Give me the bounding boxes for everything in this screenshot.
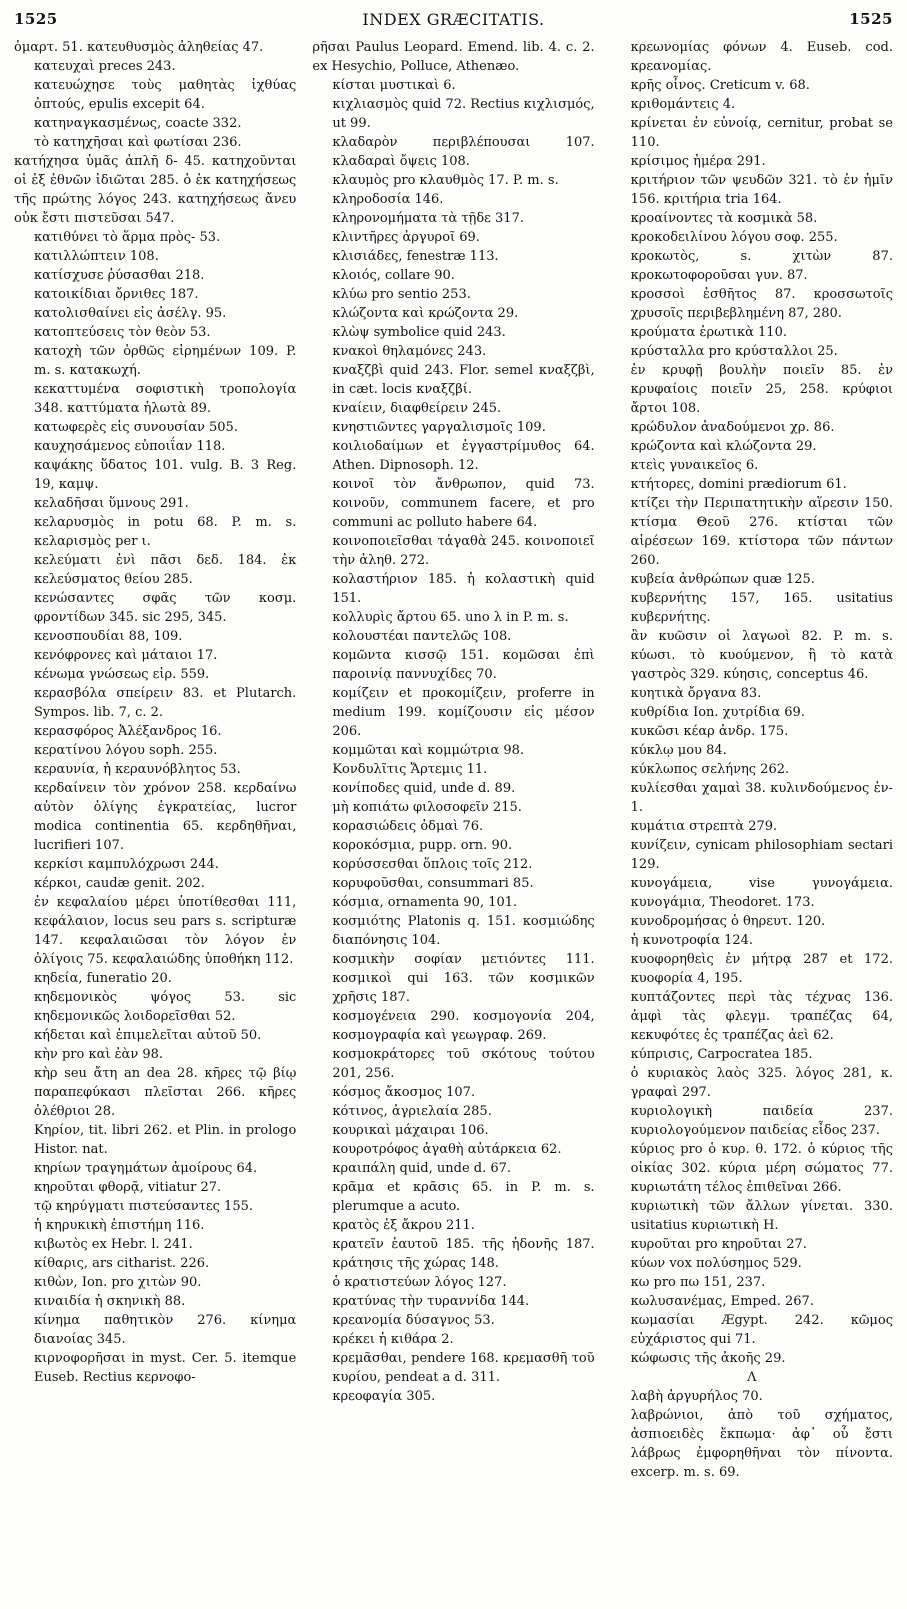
index-entry: κεκαττυμένα σοφιστικὴ τροπολογία 348. καττύματα ἡλωτὰ 89. bbox=[34, 382, 297, 416]
index-entry: κίθαρις, ars citharist. 226. bbox=[34, 1256, 210, 1271]
index-entry: κορασιώδεις ὀδμαὶ 76. bbox=[332, 819, 484, 834]
page-header bbox=[14, 10, 893, 32]
index-entry: κιναιδία ἡ σκηνικὴ 88. bbox=[34, 1294, 186, 1309]
index-entry: κορυφοῦσθαι, consummari 85. bbox=[332, 876, 534, 891]
index-entry: κυπτάζοντες περὶ τὰς τέχνας 136. ἀμφὶ τὰς φλεγμ. τραπέζας 64, κεκυφότες ἐς τραπέζας ἀεὶ 62. bbox=[630, 990, 893, 1043]
index-entry: κρεμᾶσθαι, pendere 168. κρεμασθῆ τοῦ κυρίου, pendeat a d. 311. bbox=[332, 1351, 595, 1385]
index-entry: κίσται μυστικαὶ 6. bbox=[332, 78, 456, 93]
index-entry: κομῶντα κισσῷ 151. κομῶσαι ἐπὶ παροινίᾳ παννυχίδες 70. bbox=[332, 648, 595, 682]
index-entry: κοινοῖ τὸν ἄνθρωπον, quid 73. κοινοῦν, communem facere, et pro communi ac polluto habere 64. bbox=[332, 477, 595, 530]
index-entry: κλώζοντα καὶ κρώζοντα 29. bbox=[332, 306, 519, 321]
index-entry: ἐν κρυφῇ βουλὴν ποιεῖν 85. ἐν κρυφαίοις ποιεῖν 25, 258. κρύφιοι ἄρτοι 108. bbox=[630, 363, 893, 416]
index-entry: κολλυρὶς ἄρτου 65. uno λ in P. m. s. bbox=[332, 610, 569, 625]
index-entry: κατιλλώπτειν 108. bbox=[34, 249, 159, 264]
page-number-left: 1525 bbox=[14, 10, 58, 28]
index-entry: κληροδοσία 146. bbox=[332, 192, 444, 207]
index-entry: κοσμογένεια 290. κοσμογονία 204, κοσμογραφία καὶ γεωγραφ. 269. bbox=[332, 1009, 595, 1043]
index-entry: κρεανομία δύσαγνος 53. bbox=[332, 1313, 495, 1328]
index-entry: κλὼψ symbolice quid 243. bbox=[332, 325, 506, 340]
index-entry: κατοχὴ τῶν ὀρθῶς εἰρημένων 109. P. m. s. κατακωχή. bbox=[34, 344, 297, 378]
index-entry: κοσμικὴν σοφίαν μετιόντες 111. κοσμικοὶ qui 163. τῶν κοσμικῶν χρῆσις 187. bbox=[332, 952, 595, 1005]
index-entry: κολαστήριον 185. ἡ κολαστικὴ quid 151. bbox=[332, 572, 595, 606]
index-entry: κὴρ seu ἄτη an dea 28. κῆρες τῷ βίῳ παραπεφύκασι πλεῖσται 266. κῆρες ὀλέθριοι 28. bbox=[34, 1066, 297, 1119]
index-entry: κερατίνου λόγου soph. 255. bbox=[34, 743, 218, 758]
index-entry: κρώζοντα καὶ κλώζοντα 29. bbox=[630, 439, 817, 454]
index-entry: κατολισθαίνει εἰς ἀσέλγ. 95. bbox=[34, 306, 227, 321]
index-column-middle bbox=[312, 38, 594, 1482]
index-entry: κουρικαὶ μάχαιραι 106. bbox=[332, 1123, 489, 1138]
index-entry: κύκλωπος σελήνης 262. bbox=[630, 762, 790, 777]
index-entry: κοιλιοδαίμων et ἐγγαστρίμυθος 64. Athen. Dipnosoph. 12. bbox=[332, 439, 595, 473]
index-entry: κρίνεται ἐν εὐνοίᾳ, cernitur, probat se 110. bbox=[630, 116, 893, 150]
index-entry: κηρίων τραγημάτων ἀμοίρους 64. bbox=[34, 1161, 258, 1176]
index-entry: ἐν κεφαλαίου μέρει ὑποτίθεσθαι 111, κεφάλαιον, locus seu pars s. scripturæ 147. κεφαλαιῶσαι τὸν λόγον ἐν ὀλίγοις 75. κεφαλαιώδης ὑποθήκη 112. bbox=[34, 895, 297, 967]
index-entry: κλοιός, collare 90. bbox=[332, 268, 455, 283]
index-entry: κρατεῖν ἑαυτοῦ 185. τῆς ἡδονῆς 187. κράτησις τῆς χώρας 148. bbox=[332, 1237, 595, 1271]
index-entry: κώφωσις τῆς ἀκοῆς 29. bbox=[630, 1351, 786, 1366]
index-entry: κερασφόρος Ἀλέξανδρος 16. bbox=[34, 724, 222, 739]
index-entry: κόσμια, ornamenta 90, 101. bbox=[332, 895, 518, 910]
index-entry: κιρνοφορῆσαι in myst. Cer. 5. itemque Euseb. Rectius κερνοφο- bbox=[34, 1351, 297, 1385]
index-entry: κλύω pro sentio 253. bbox=[332, 287, 471, 302]
index-entry: κυητικὰ ὄργανα 83. bbox=[630, 686, 762, 701]
index-entry: κερασβόλα σπείρειν 83. et Plutarch. Sympos. lib. 7, c. 2. bbox=[34, 686, 297, 720]
index-entry: ἡ κηρυκικὴ ἐπιστήμη 116. bbox=[34, 1218, 205, 1233]
index-entry: κραιπάλη quid, unde d. 67. bbox=[332, 1161, 512, 1176]
index-entry: κυροῦται pro κηροῦται 27. bbox=[630, 1237, 807, 1252]
index-entry: ἡ κυνοτροφία 124. bbox=[630, 933, 754, 948]
index-entry: κλισιάδες, fenestræ 113. bbox=[332, 249, 499, 264]
index-entry: κὴν pro καὶ ἐὰν 98. bbox=[34, 1047, 164, 1062]
index-entry: ὁ κυριακὸς λαὸς 325. λόγος 281, κ. γραφαὶ 297. bbox=[630, 1066, 893, 1100]
index-entry: κύων vox πολύσημος 529. bbox=[630, 1256, 802, 1271]
index-entry: κιβωτὸς ex Hebr. l. 241. bbox=[34, 1237, 193, 1252]
index-entry: κυνογάμεια, vise γυνογάμεια. κυνογάμια, Theodoret. 173. bbox=[630, 876, 893, 910]
index-entry: κυνοδρομήσας ὁ θηρευτ. 120. bbox=[630, 914, 826, 929]
index-entry: κναίειν, διαφθείρειν 245. bbox=[332, 401, 502, 416]
index-entry: κότινος, ἀγριελαία 285. bbox=[332, 1104, 492, 1119]
index-entry: κρώδυλον ἀναδούμενοι χρ. 86. bbox=[630, 420, 835, 435]
index-entry: κυλίεσθαι χαμαὶ 38. κυλινδούμενος ἐν- 1. bbox=[630, 781, 893, 815]
index-entry: κλαυμὸς pro κλαυθμὸς 17. P. m. s. bbox=[332, 173, 559, 188]
index-entry: κομμῶται καὶ κομμώτρια 98. bbox=[332, 743, 525, 758]
index-entry: κοσμιότης Platonis q. 151. κοσμιώδης διαπόνησις 104. bbox=[332, 914, 595, 948]
index-entry: κατευώχησε τοὺς μαθητὰς ἰχθύας ὀπτούς, epulis excepit 64. bbox=[34, 78, 297, 112]
index-entry: κυοφορηθεὶς ἐν μήτρᾳ 287 et 172. κυοφορία 4, 195. bbox=[630, 952, 893, 986]
index-entry: κλαδαρὸν περιβλέπουσαι 107. κλαδαραὶ ὄψεις 108. bbox=[332, 135, 595, 169]
index-entry: κατίσχυσε ῥύσασθαι 218. bbox=[34, 268, 205, 283]
index-entry: κενόφρονες καὶ μάταιοι 17. bbox=[34, 648, 218, 663]
index-entry: Κονδυλῖτις Ἄρτεμις 11. bbox=[332, 762, 488, 777]
index-entry: κατηναγκασμένως, coacte 332. bbox=[34, 116, 242, 131]
index-entry: κηδεία, funeratio 20. bbox=[34, 971, 172, 986]
index-entry: ἂν κυῶσιν οἱ λαγωοὶ 82. P. m. s. κύωσι. τὸ κυούμενον, ἢ τὸ κατὰ γαστρὸς 329. κύησις, conceptus 46. bbox=[630, 629, 893, 682]
section-letter: Λ bbox=[747, 1370, 757, 1385]
index-entry: κροσσοὶ ἐσθῆτος 87. κροσσωτοῖς χρυσοῖς περιβεβλημένη 87, 280. bbox=[630, 287, 893, 321]
index-entry: κροκωτὸς, s. χιτὼν 87. κροκωτοφοροῦσαι γυν. 87. bbox=[630, 249, 893, 283]
index-entry: κηδεμονικὸς ψόγος 53. sic κηδεμονικῶς λοιδορεῖσθαι 52. bbox=[34, 990, 297, 1024]
index-entry: κρίσιμος ἡμέρα 291. bbox=[630, 154, 766, 169]
index-entry: ρῆσαι Paulus Leopard. Emend. lib. 4. c. 2. ex Hesychio, Polluce, Athenæo. bbox=[312, 40, 595, 74]
index-entry: κρατύνας τὴν τυραννίδα 144. bbox=[332, 1294, 530, 1309]
index-entry: κρατὸς ἐξ ἄκρου 211. bbox=[332, 1218, 475, 1233]
index-entry: κύκλῳ μου 84. bbox=[630, 743, 727, 758]
index-entry: κέρκοι, caudæ genit. 202. bbox=[34, 876, 205, 891]
index-entry: κλιντῆρες ἀργυροῖ 69. bbox=[332, 230, 480, 245]
index-entry: κυβερνήτης 157, 165. usitatius κυβερνήτης. bbox=[630, 591, 893, 625]
index-column-left bbox=[14, 38, 296, 1482]
index-entry: κωλυσανέμας, Emped. 267. bbox=[630, 1294, 814, 1309]
index-entry: κονίποδες quid, unde d. 89. bbox=[332, 781, 516, 796]
index-entry: κληρονομήματα τὰ τῇδε 317. bbox=[332, 211, 524, 226]
index-entry: κατευχαὶ preces 243. bbox=[34, 59, 176, 74]
index-entry: κυνίζειν, cynicam philosophiam sectari 129. bbox=[630, 838, 893, 872]
index-entry: κναξζβὶ quid 243. Flor. semel κναξζβὶ, in cæt. locis κναξζβί. bbox=[332, 363, 595, 397]
index-entry: κοινοποιεῖσθαι τἀγαθὰ 245. κοινοποιεῖ τὴν ἀληθ. 272. bbox=[332, 534, 595, 568]
index-entry: κρεοφαγία 305. bbox=[332, 1389, 436, 1404]
index-entry: κουροτρόφος ἀγαθὴ αὐτάρκεια 62. bbox=[332, 1142, 562, 1157]
index-entry: κατοικίδιαι ὄρνιθες 187. bbox=[34, 287, 199, 302]
index-entry: κατιθύνει τὸ ἅρμα πρὸς- 53. bbox=[34, 230, 221, 245]
index-entry: κήδεται καὶ ἐπιμελεῖται αὐτοῦ 50. bbox=[34, 1028, 262, 1043]
index-entry: κεραυνία, ἡ κεραυνόβλητος 53. bbox=[34, 762, 241, 777]
index-entry: Κηρίον, tit. libri 262. et Plin. in prologo Histor. nat. bbox=[34, 1123, 297, 1157]
index-entry: κένωμα γνώσεως εἰρ. 559. bbox=[34, 667, 210, 682]
index-entry: κωμασίαι Ægypt. 242. κῶμος εὐχάριστος qui 71. bbox=[630, 1313, 893, 1347]
index-entry: κυριωτικὴ τῶν ἄλλων γίνεται. 330. usitatius κυριωτικὴ H. bbox=[630, 1199, 893, 1233]
index-entry: κομίζειν et προκομίζειν, proferre in medium 199. κομίζουσιν εἰς μέσον 206. bbox=[332, 686, 595, 739]
index-entry: κρεωνομίας φόνων 4. Euseb. cod. κρεανομίας. bbox=[630, 40, 893, 74]
index-entry: κύπρισις, Carpocratea 185. bbox=[630, 1047, 813, 1062]
index-entry: κοσμοκράτορες τοῦ σκότους τούτου 201, 256. bbox=[332, 1047, 595, 1081]
index-entry: κενώσαντες σφᾶς τῶν κοσμ. φροντίδων 345. sic 295, 345. bbox=[34, 591, 297, 625]
index-entry: κρέκει ἡ κιθάρα 2. bbox=[332, 1332, 454, 1347]
index-entry: κυθρίδια Ion. χυτρίδια 69. bbox=[630, 705, 805, 720]
index-entry: κροκοδειλίνου λόγου σοφ. 255. bbox=[630, 230, 838, 245]
index-entry: κατωφερὲς εἰς συνουσίαν 505. bbox=[34, 420, 238, 435]
index-entry: κερδαίνειν τὸν χρόνον 258. κερδαίνω αὐτὸν ὀλίγης ἐγκρατείας, lucror modica continentia 65. κερδηθῆναι, lucrifieri 107. bbox=[34, 781, 297, 853]
index-entry: κοροκόσμια, pupp. orn. 90. bbox=[332, 838, 513, 853]
running-title: INDEX GRÆCITATIS. bbox=[362, 10, 545, 29]
index-entry: κρύσταλλα pro κρύσταλλοι 25. bbox=[630, 344, 838, 359]
index-columns bbox=[14, 38, 893, 1482]
index-entry: κω pro πω 151, 237. bbox=[630, 1275, 766, 1290]
index-entry: κρούματα ἐρωτικὰ 110. bbox=[630, 325, 787, 340]
index-entry: κιθὼν, Ion. pro χιτὼν 90. bbox=[34, 1275, 202, 1290]
index-entry: τῷ κηρύγματι πιστεύσαντες 155. bbox=[34, 1199, 253, 1214]
index-entry: κριτήριον τῶν ψευδῶν 321. τὸ ἐν ἡμῖν 156. κριτήρια tria 164. bbox=[630, 173, 893, 207]
index-entry: κελαδῆσαι ὕμνους 291. bbox=[34, 496, 189, 511]
index-entry: καυχησάμενος εὐποιΐαν 118. bbox=[34, 439, 226, 454]
index-entry: κατήχησα ὑμᾶς ἁπλῆ δ- 45. κατηχοῦνται οἱ ἐξ ἐθνῶν ἰδιῶται 285. ὁ ἐκ κατηχήσεως τῆς πρώτης λόγος 243. κατηχήσεως ἄνευ οὐκ ἔστι πιστεῦσαι 547. bbox=[14, 154, 297, 226]
index-entry: κρᾶμα et κρᾶσις 65. in P. m. s. plerumque a acuto. bbox=[332, 1180, 595, 1214]
index-entry: κνηστιῶντες γαργαλισμοῖς 109. bbox=[332, 420, 546, 435]
index-entry: κορύσσεσθαι ὅπλοις τοῖς 212. bbox=[332, 857, 533, 872]
index-entry: μὴ κοπιάτω φιλοσοφεῖν 215. bbox=[332, 800, 522, 815]
index-entry: κυριολογικὴ παιδεία 237. κυριολογούμενον παιδείας εἶδος 237. bbox=[630, 1104, 893, 1138]
index-entry: κίνημα παθητικὸν 276. κίνημα διανοίας 345. bbox=[34, 1313, 297, 1347]
index-entry: κελεύματι ἐνὶ πᾶσι δεδ. 184. ἐκ κελεύσματος θείου 285. bbox=[34, 553, 297, 587]
index-entry: κτήτορες, domini prædiorum 61. bbox=[630, 477, 847, 492]
index-entry: ὁ κρατιστεύων λόγος 127. bbox=[332, 1275, 507, 1290]
index-column-right bbox=[611, 38, 893, 1482]
index-entry: καψάκης ὕδατος 101. vulg. B. 3 Reg. 19, καμψ. bbox=[34, 458, 297, 492]
index-entry: κύριος pro ὁ κυρ. θ. 172. ὁ κύριος τῆς οἰκίας 302. κύρια μέρη σώματος 77. κυριωτάτη τέλος ἐπιθεῖναι 266. bbox=[630, 1142, 893, 1195]
index-entry: κόσμος ἄκοσμος 107. bbox=[332, 1085, 476, 1100]
index-entry: κρῆς οἶνος. Creticum v. 68. bbox=[630, 78, 810, 93]
index-entry: τὸ κατηχῆσαι καὶ φωτίσαι 236. bbox=[34, 135, 242, 150]
index-entry: λαβὴ ἀργυρήλος 70. bbox=[630, 1389, 763, 1404]
index-entry: κνακοὶ θηλαμόνες 243. bbox=[332, 344, 487, 359]
index-entry: λαβρώνιοι, ἀπὸ τοῦ σχήματος, ἀσπιοειδὲς ἔκπωμα· ἀφ᾽ οὗ ἔστι λάβρως ἐμφορηθῆναι τὸν πίνοντα. excerp. m. s. 69. bbox=[630, 1408, 893, 1480]
index-entry: κυμάτια στρεπτὰ 279. bbox=[630, 819, 778, 834]
index-entry: κυκῶσι κέαρ ἀνδρ. 175. bbox=[630, 724, 789, 739]
index-entry: κροαίνοντες τὰ κοσμικὰ 58. bbox=[630, 211, 818, 226]
index-entry: ὁμαρτ. 51. κατευθυσμὸς ἀληθείας 47. bbox=[14, 40, 264, 55]
index-entry: κηροῦται φθορᾷ, vitiatur 27. bbox=[34, 1180, 222, 1195]
index-entry: κολουστέαι παντελῶς 108. bbox=[332, 629, 512, 644]
page-number-right: 1525 bbox=[849, 10, 893, 28]
index-entry: κριθομάντεις 4. bbox=[630, 97, 736, 112]
index-entry: κερκίσι καμπυλόχρωσι 244. bbox=[34, 857, 219, 872]
index-entry: κατοπτεύσεις τὸν θεὸν 53. bbox=[34, 325, 211, 340]
index-entry: κυβεία ἀνθρώπων quæ 125. bbox=[630, 572, 815, 587]
index-entry: κτεὶς γυναικεῖος 6. bbox=[630, 458, 759, 473]
index-entry: κιχλιασμὸς quid 72. Rectius κιχλισμός, ut 99. bbox=[332, 97, 595, 131]
index-entry: κτίζει τὴν Περιπατητικὴν αἵρεσιν 150. κτίσμα Θεοῦ 276. κτίσται τῶν αἱρέσεων 169. κτίστορα τῶν πάντων 260. bbox=[630, 496, 893, 568]
index-entry: κελαρυσμὸς in potu 68. P. m. s. κελαρισμὸς per ι. bbox=[34, 515, 297, 549]
index-entry: κενοσπουδίαι 88, 109. bbox=[34, 629, 183, 644]
